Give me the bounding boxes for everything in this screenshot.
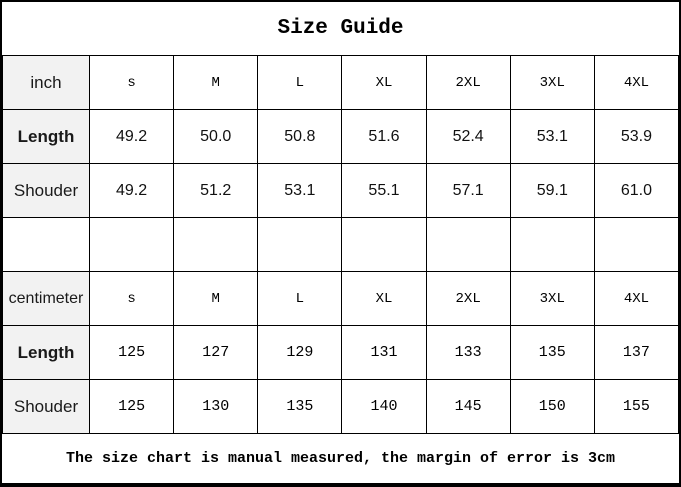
size-col-header: XL (342, 56, 426, 110)
size-col-header: s (90, 272, 174, 326)
spacer-cell (594, 218, 678, 272)
size-col-header: 3XL (510, 272, 594, 326)
measurement-cell: 131 (342, 326, 426, 380)
measurement-cell: 49.2 (90, 164, 174, 218)
size-guide-table (2, 55, 679, 434)
measurement-cell: 145 (426, 380, 510, 434)
size-col-header: M (174, 56, 258, 110)
table-row-inch-length (3, 110, 679, 164)
table-row-inch-header (3, 56, 679, 110)
measurement-cell: 49.2 (90, 110, 174, 164)
measurement-cell: 155 (594, 380, 678, 434)
table-row-spacer (3, 218, 679, 272)
size-col-header: 2XL (426, 56, 510, 110)
size-col-header: s (90, 56, 174, 110)
measurement-cell: 51.2 (174, 164, 258, 218)
measurement-cell: 55.1 (342, 164, 426, 218)
measurement-cell: 140 (342, 380, 426, 434)
table-row-cm-shoulder (3, 380, 679, 434)
unit-label-inch: inch (3, 56, 90, 110)
spacer-cell (258, 218, 342, 272)
spacer-cell (174, 218, 258, 272)
table-row-cm-length (3, 326, 679, 380)
page-title: Size Guide (277, 17, 404, 40)
measurement-cell: 150 (510, 380, 594, 434)
measurement-cell: 53.1 (258, 164, 342, 218)
spacer-cell (510, 218, 594, 272)
size-col-header: 3XL (510, 56, 594, 110)
size-col-header: L (258, 272, 342, 326)
measurement-cell: 53.9 (594, 110, 678, 164)
measurement-cell: 129 (258, 326, 342, 380)
measurement-cell: 135 (510, 326, 594, 380)
size-col-header: 4XL (594, 56, 678, 110)
measurement-cell: 127 (174, 326, 258, 380)
measurement-cell: 61.0 (594, 164, 678, 218)
spacer-cell (342, 218, 426, 272)
size-col-header: M (174, 272, 258, 326)
size-col-header: 2XL (426, 272, 510, 326)
footer-note: The size chart is manual measured, the margin of error is 3cm (65, 450, 616, 467)
measurement-cell: 133 (426, 326, 510, 380)
measurement-cell: 51.6 (342, 110, 426, 164)
measurement-cell: 50.0 (174, 110, 258, 164)
spacer-cell (3, 218, 90, 272)
spacer-cell (90, 218, 174, 272)
measurement-cell: 125 (90, 380, 174, 434)
unit-label-centimeter: centimeter (3, 272, 90, 326)
row-label-shoulder: Shouder (3, 164, 90, 218)
measurement-cell: 125 (90, 326, 174, 380)
measurement-cell: 59.1 (510, 164, 594, 218)
table-row-inch-shoulder (3, 164, 679, 218)
measurement-cell: 50.8 (258, 110, 342, 164)
row-label-length: Length (3, 326, 90, 380)
measurement-cell: 52.4 (426, 110, 510, 164)
measurement-cell: 53.1 (510, 110, 594, 164)
size-col-header: L (258, 56, 342, 110)
measurement-cell: 137 (594, 326, 678, 380)
measurement-cell: 135 (258, 380, 342, 434)
measurement-cell: 57.1 (426, 164, 510, 218)
size-col-header: XL (342, 272, 426, 326)
row-label-shoulder: Shouder (3, 380, 90, 434)
size-col-header: 4XL (594, 272, 678, 326)
table-row-cm-header (3, 272, 679, 326)
measurement-cell: 130 (174, 380, 258, 434)
row-label-length: Length (3, 110, 90, 164)
spacer-cell (426, 218, 510, 272)
